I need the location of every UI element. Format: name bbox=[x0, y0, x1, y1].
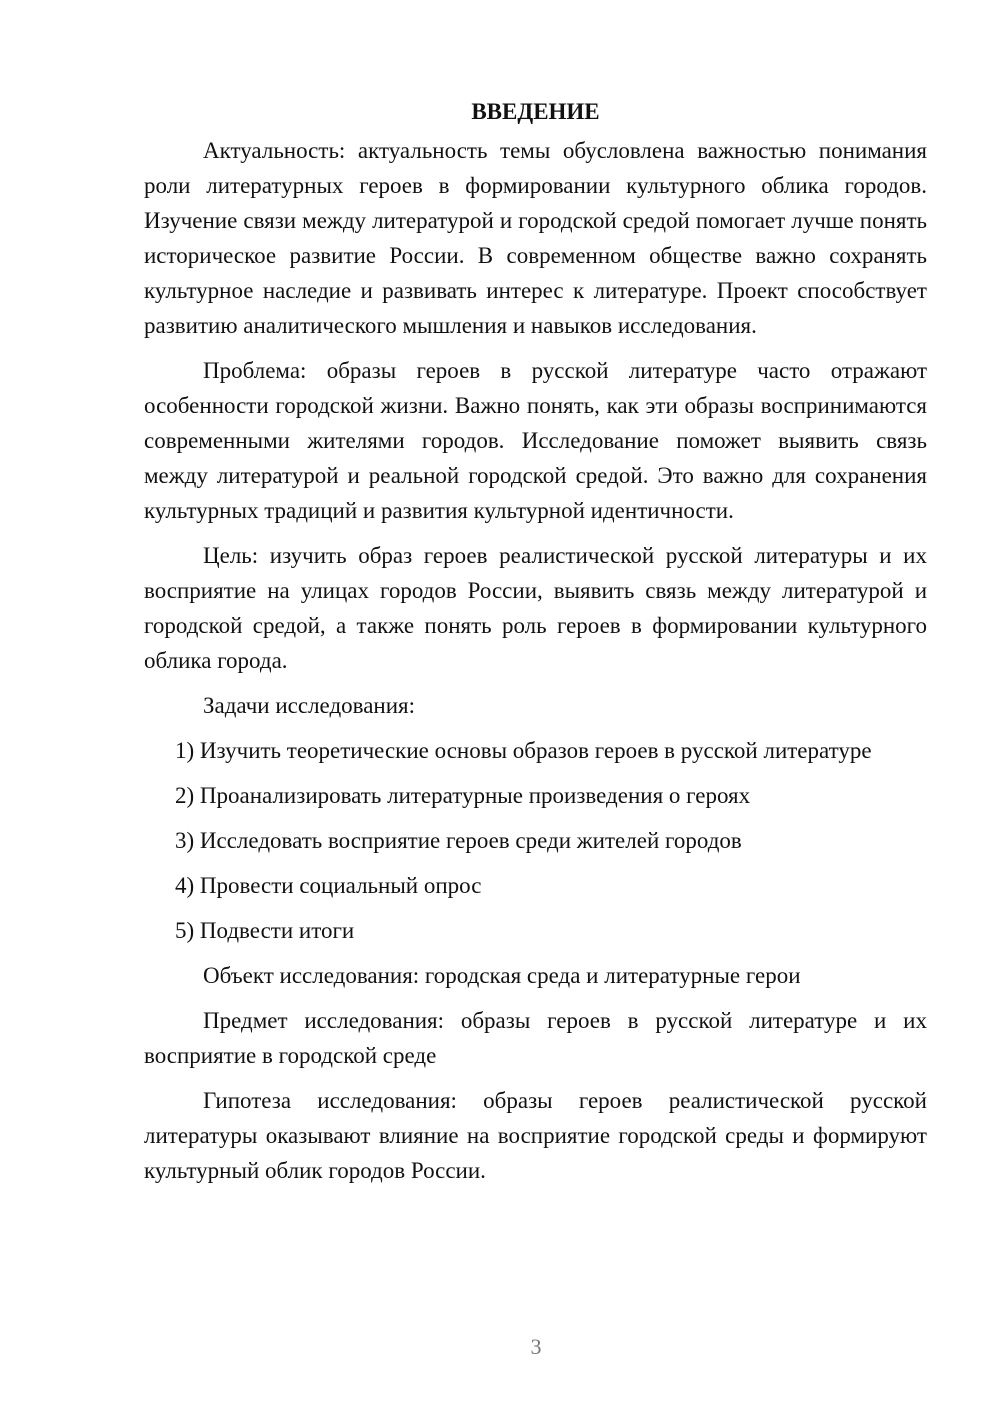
goal-paragraph: Цель: изучить образ героев реалистической русской литературы и их восприятие на улицах городов России, выявить связь между литературой и городской средой, а также понять роль героев в формировании культурного облика города. bbox=[144, 543, 927, 673]
task-list bbox=[144, 733, 927, 948]
problem-paragraph: Проблема: образы героев в русской литературе часто отражают особенности городской жизни. Важно понять, как эти образы воспринимаются современными жителями городов. Исследование поможет выявить связь между литературой и реальной городской средой. Это важно для сохранения культурных традиций и развития культурной идентичности. bbox=[144, 358, 927, 523]
task-item: 2) Проанализировать литературные произведения о героях bbox=[175, 783, 751, 808]
task-item: 5) Подвести итоги bbox=[175, 918, 355, 943]
object-paragraph: Объект исследования: городская среда и литературные герои bbox=[203, 963, 801, 988]
tasks-heading: Задачи исследования: bbox=[203, 693, 416, 718]
page-number: 3 bbox=[530, 1334, 542, 1359]
task-item: 4) Провести социальный опрос bbox=[175, 873, 482, 898]
hypothesis-paragraph: Гипотеза исследования: образы героев реалистической русской литературы оказывают влияние на восприятие городской среды и формируют культурный облик городов России. bbox=[144, 1088, 927, 1183]
task-item: 1) Изучить теоретические основы образов героев в русской литературе bbox=[175, 738, 872, 763]
subject-paragraph: Предмет исследования: образы героев в русской литературе и их восприятие в городской среде bbox=[144, 1008, 927, 1068]
task-item: 3) Исследовать восприятие героев среди жителей городов bbox=[175, 828, 742, 853]
document-body bbox=[144, 94, 927, 1198]
relevance-paragraph: Актуальность: актуальность темы обусловлена важностью понимания роли литературных героев в формировании культурного облика городов. Изучение связи между литературой и городской средой помогает лучше понять историческое развитие России. В современном обществе важно сохранять культурное наследие и развивать интерес к литературе. Проект способствует развитию аналитического мышления и навыков исследования. bbox=[144, 138, 927, 338]
section-title: ВВЕДЕНИЕ bbox=[471, 99, 600, 124]
